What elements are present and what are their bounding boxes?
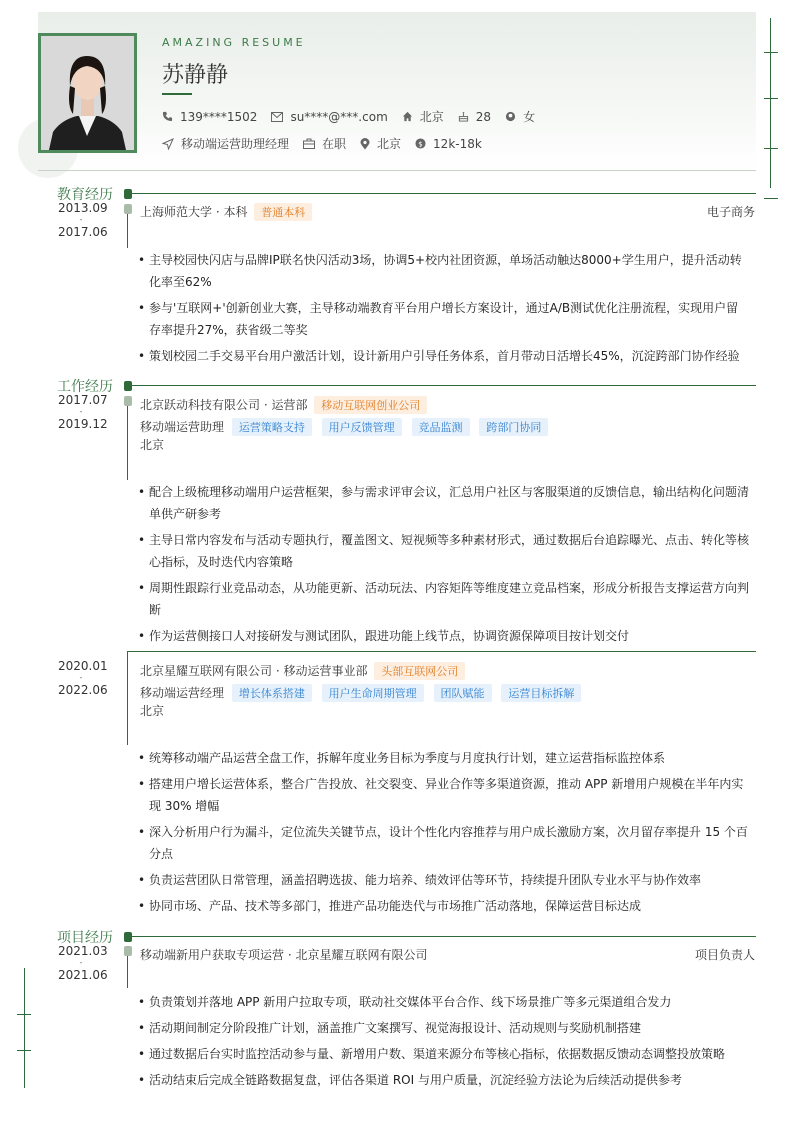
deco-left-vline <box>24 968 25 1088</box>
education-bullet: • 主导校园快闪店与品牌IP联名快闪活动3场，协调5+校内社团资源，单场活动触达8000+学生用户，提升活动转化率至62% <box>138 249 750 293</box>
deco-right-tick <box>764 98 778 99</box>
phone-number: 139****1502 <box>180 109 258 124</box>
header-bottom-line <box>38 170 756 171</box>
work-2-role-row <box>140 684 587 702</box>
company-tag: 头部互联网公司 <box>374 662 465 680</box>
work-1-city: 北京 <box>140 438 165 452</box>
job-role: 移动端运营经理 <box>140 686 225 700</box>
target-city: 北京 <box>377 137 402 151</box>
timeline-line <box>127 214 128 248</box>
section-title-work: 工作经历 <box>57 379 113 395</box>
gender-icon <box>505 111 516 122</box>
gender-value: 女 <box>523 110 536 124</box>
phone-item <box>162 110 257 124</box>
deco-right-tick <box>764 52 778 53</box>
entry-divider <box>128 651 756 652</box>
email-item <box>271 110 387 124</box>
work-1-role-row <box>140 418 554 436</box>
age-value: 28 <box>475 109 492 124</box>
city-value: 北京 <box>419 110 444 124</box>
entry-marker <box>124 204 132 214</box>
work-1-bullet: • 作为运营侧接口人对接研发与测试团队，跟进功能上线节点，协调资源保障项目按计划交付 <box>138 625 750 647</box>
work-2-bullet: • 负责运营团队日常管理，涵盖招聘选拔、能力培养、绩效评估等环节，持续提升团队专业水平与协作效率 <box>138 869 750 891</box>
project-title: 移动端新用户获取专项运营 · 北京星耀互联网有限公司 <box>140 948 428 962</box>
company-name: 北京跃动科技有限公司 · 运营部 <box>140 398 308 412</box>
school-tag: 普通本科 <box>254 203 312 221</box>
svg-text:$: $ <box>418 139 423 149</box>
target-role-item <box>162 135 289 152</box>
education-end-date: 2017.06 <box>58 225 108 239</box>
project-bullet: • 负责策划并落地 APP 新用户拉取专项，联动社交媒体平台合作、线下场景推广等多元渠道组合发力 <box>138 991 750 1013</box>
date-separator: - <box>79 958 83 967</box>
skill-tag: 跨部门协同 <box>479 418 548 436</box>
date-separator: - <box>79 673 83 682</box>
resume-tagline: AMAZING RESUME <box>162 36 306 49</box>
work-2-end-date: 2022.06 <box>58 683 108 697</box>
company-name: 北京星耀互联网有限公司 · 移动运营事业部 <box>140 664 368 678</box>
work-2-bullet: • 协同市场、产品、技术等多部门，推进产品功能迭代与市场推广活动落地，保障运营目标达成 <box>138 895 750 917</box>
salary-item <box>415 137 482 151</box>
education-school-row <box>140 203 318 221</box>
project-bullet: • 通过数据后台实时监控活动参与量、新增用户数、渠道来源分布等核心指标，依据数据反馈动态调整投放策略 <box>138 1043 750 1065</box>
timeline-line <box>127 956 128 988</box>
deco-right-tick <box>764 148 778 149</box>
project-bullet: • 活动结束后完成全链路数据复盘，评估各渠道 ROI 与用户质量，沉淀经验方法论为后续活动提供参考 <box>138 1069 750 1091</box>
section-title-education: 教育经历 <box>57 187 113 203</box>
section-line <box>130 385 756 386</box>
profile-photo <box>38 33 137 153</box>
work-1-end-date: 2019.12 <box>58 417 108 431</box>
home-icon <box>402 111 413 122</box>
contact-row <box>162 108 549 125</box>
deco-right-tick <box>764 198 778 199</box>
work-2-start-date: 2020.01 <box>58 659 108 673</box>
work-2-bullet: • 统筹移动端产品运营全盘工作，拆解年度业务目标为季度与月度执行计划，建立运营指标监控体系 <box>138 747 750 769</box>
deco-right-vline <box>770 18 771 188</box>
skill-tag: 团队赋能 <box>434 684 492 702</box>
skill-tag: 用户生命周期管理 <box>322 684 424 702</box>
target-city-item <box>360 135 401 152</box>
work-1-bullet: • 配合上级梳理移动端用户运营框架，参与需求评审会议，汇总用户社区与客服渠道的反馈信息，输出结构化问题清单供产研参考 <box>138 481 750 525</box>
work-2-bullet: • 深入分析用户行为漏斗，定位流失关键节点，设计个性化内容推荐与用户成长激励方案，次月留存率提升 15 个百分点 <box>138 821 750 865</box>
job-role: 移动端运营助理 <box>140 420 225 434</box>
age-item <box>458 110 491 124</box>
work-1-bullet: • 主导日常内容发布与活动专题执行，覆盖图文、短视频等多种素材形式，通过数据后台追踪曝光、点击、转化等核心指标，及时迭代内容策略 <box>138 529 750 573</box>
work-2-company-row <box>140 662 471 680</box>
employment-status: 在职 <box>322 137 347 151</box>
deco-left-tick <box>17 1050 31 1051</box>
skill-tag: 增长体系搭建 <box>232 684 312 702</box>
entry-marker <box>124 946 132 956</box>
deco-left-tick <box>17 1014 31 1015</box>
date-separator: - <box>79 407 83 416</box>
work-2-bullet: • 搭建用户增长运营体系，整合广告投放、社交裂变、异业合作等多渠道资源，推动 APP 新增用户规模在半年内实现 30% 增幅 <box>138 773 750 817</box>
education-bullet: • 策划校园二手交易平台用户激活计划，设计新用户引导任务体系，首月带动日活增长45%，沉淀跨部门协作经验 <box>138 345 750 367</box>
name-underline <box>162 93 192 95</box>
work-1-bullet: • 周期性跟踪行业竞品动态，从功能更新、活动玩法、内容矩阵等维度建立竞品档案，形成分析报告支撑运营方向判断 <box>138 577 750 621</box>
work-1-company-row <box>140 396 433 414</box>
section-title-project: 项目经历 <box>57 930 113 946</box>
section-marker <box>124 932 132 942</box>
job-intent-row <box>162 135 496 152</box>
section-line <box>130 936 756 937</box>
skill-tag: 竞品监测 <box>412 418 470 436</box>
briefcase-icon <box>303 138 315 149</box>
date-separator: - <box>79 215 83 224</box>
mail-icon <box>271 112 283 122</box>
company-tag: 移动互联网创业公司 <box>314 396 427 414</box>
project-end-date: 2021.06 <box>58 968 108 982</box>
skill-tag: 运营目标拆解 <box>501 684 581 702</box>
salary-icon <box>415 138 426 149</box>
city-item <box>402 108 444 125</box>
skill-tag: 运营策略支持 <box>232 418 312 436</box>
cake-icon <box>458 111 469 122</box>
target-role: 移动端运营助理经理 <box>181 137 290 151</box>
project-start-date: 2021.03 <box>58 944 108 958</box>
send-icon <box>162 138 174 150</box>
section-marker <box>124 381 132 391</box>
education-start-date: 2013.09 <box>58 201 108 215</box>
email-address: su****@***.com <box>290 109 388 124</box>
phone-icon <box>162 111 173 122</box>
location-pin-icon <box>360 138 370 150</box>
project-bullet: • 活动期间制定分阶段推广计划，涵盖推广文案撰写、视觉海报设计、活动规则与奖励机制搭建 <box>138 1017 750 1039</box>
section-line <box>130 193 756 194</box>
education-bullet: • 参与'互联网+'创新创业大赛，主导移动端教育平台用户增长方案设计，通过A/B测试优化注册流程，实现用户留存率提升27%，获省级二等奖 <box>138 297 750 341</box>
salary-range: 12k-18k <box>433 136 482 151</box>
candidate-name: 苏静静 <box>162 63 229 88</box>
work-2-city: 北京 <box>140 704 165 718</box>
school-name: 上海师范大学 · 本科 <box>140 205 248 219</box>
section-marker <box>124 189 132 199</box>
work-1-start-date: 2017.07 <box>58 393 108 407</box>
entry-marker <box>124 396 132 406</box>
timeline-line <box>127 406 128 480</box>
status-item <box>303 135 346 152</box>
gender-item <box>505 108 535 125</box>
skill-tag: 用户反馈管理 <box>322 418 402 436</box>
education-major: 电子商务 <box>706 205 755 219</box>
project-role: 项目负责人 <box>694 948 755 962</box>
timeline-line <box>127 651 128 745</box>
